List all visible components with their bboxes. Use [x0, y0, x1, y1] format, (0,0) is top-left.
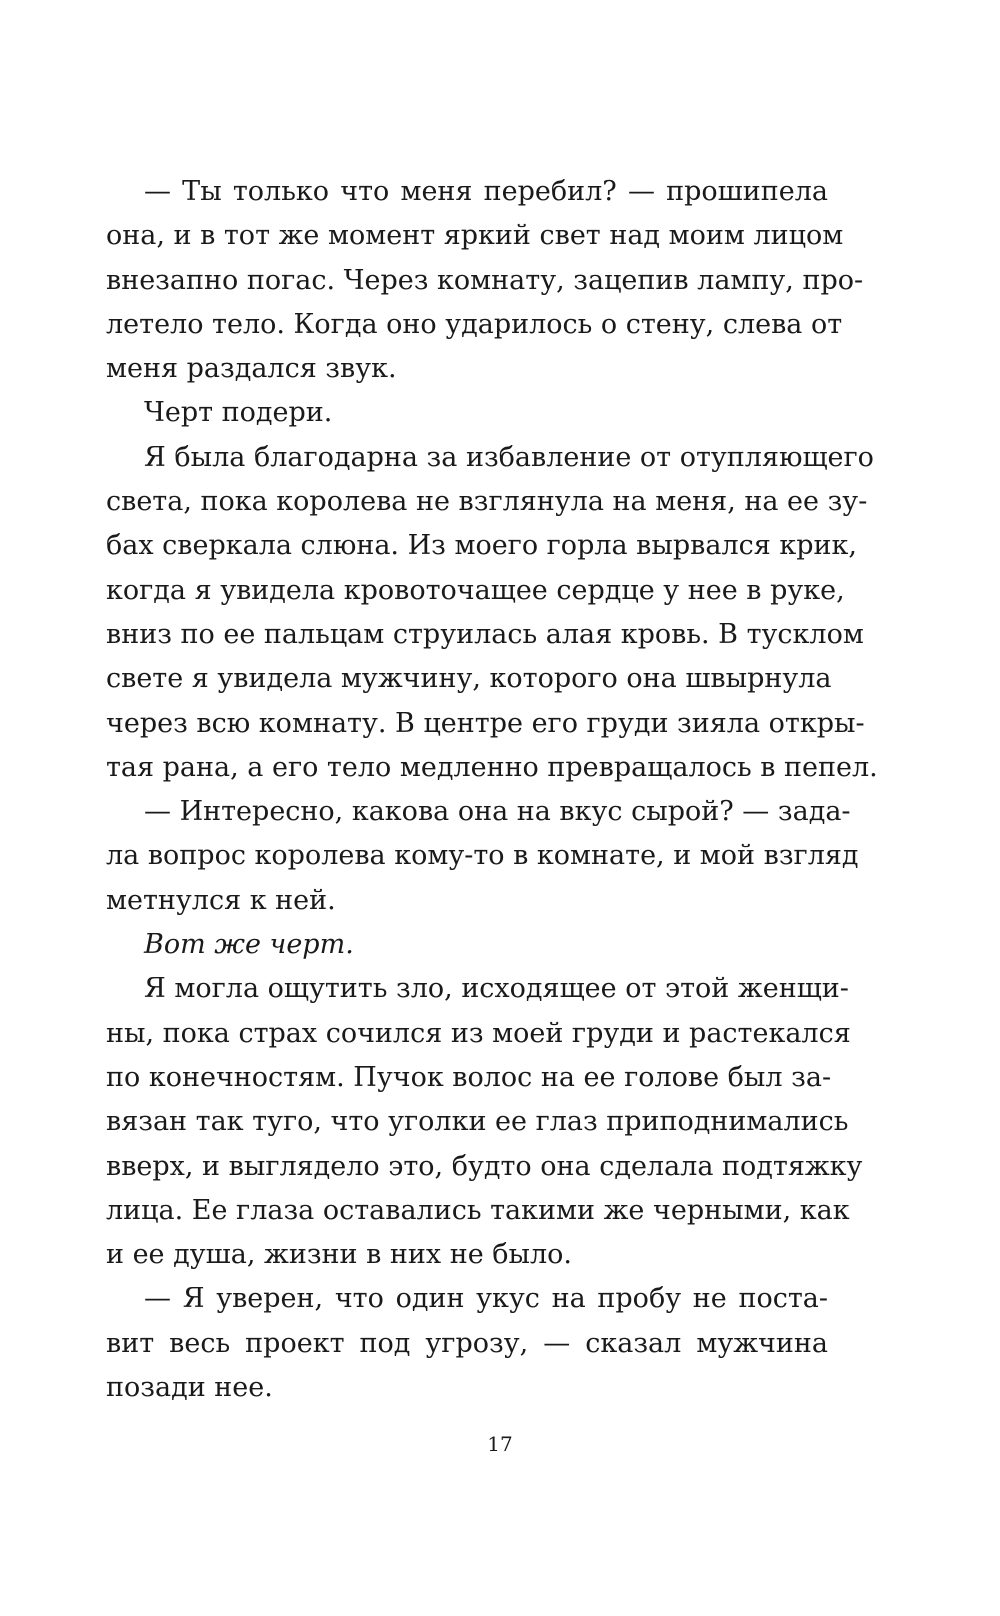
text-line: Я была благодарна за избавление от отупляющего	[144, 441, 874, 473]
text-line: вит весь проект под угрозу, — сказал мужчина	[106, 1327, 828, 1359]
body-text	[106, 170, 878, 1410]
paragraph	[106, 436, 878, 790]
text-line: ны, пока страх сочился из моей груди и растекался	[106, 1017, 851, 1049]
text-line: — Я уверен, что один укус на пробу не поста-	[144, 1283, 828, 1315]
text-line: — Ты только что меня перебил? — прошипела	[144, 176, 828, 207]
paragraph	[106, 170, 864, 391]
text-line: она, и в тот же момент яркий свет над моим лицом	[106, 220, 844, 252]
text-line: вниз по ее пальцам струилась алая кровь. В тусклом	[106, 618, 864, 650]
text-line: бах сверкала слюна. Из моего горла вырвался крик,	[106, 530, 857, 562]
text-line: Вот же черт.	[144, 929, 354, 961]
text-line: лица. Ее глаза оставались такими же черными, как	[106, 1194, 850, 1226]
text-line: через всю комнату. В центре его груди зияла откры-	[106, 707, 865, 739]
text-line: Я могла ощутить зло, исходящее от этой женщи-	[144, 973, 849, 1005]
text-line: по конечностям. Пучок волос на ее голове был за-	[106, 1061, 832, 1093]
text-line: метнулся к ней.	[106, 884, 336, 916]
text-line: меня раздался звук.	[106, 353, 397, 385]
text-line: света, пока королева не взглянула на меня, на ее зу-	[106, 486, 868, 518]
text-line: вверх, и выглядело это, будто она сделала подтяжку	[106, 1150, 863, 1182]
text-line: вязан так туго, что уголки ее глаз приподнимались	[106, 1106, 849, 1138]
text-line: Черт подери.	[144, 397, 333, 429]
text-line: и ее душа, жизни в них не было.	[106, 1239, 573, 1271]
paragraph	[106, 391, 828, 435]
paragraph	[106, 967, 863, 1277]
text-line: — Интересно, какова она на вкус сырой? — зада-	[144, 796, 851, 828]
page-number: 17	[487, 1432, 513, 1456]
text-line: свете я увидела мужчину, которого она швырнула	[106, 663, 832, 695]
text-line: летело тело. Когда оно ударилось о стену, слева от	[106, 308, 843, 340]
text-line: тая рана, а его тело медленно превращалось в пепел.	[106, 751, 878, 783]
text-line: позади нее.	[106, 1372, 273, 1404]
text-line: ла вопрос королева кому-то в комнате, и мой взгляд	[106, 840, 859, 872]
text-line: внезапно погас. Через комнату, зацепив лампу, про-	[106, 264, 864, 296]
paragraph	[106, 1277, 828, 1410]
paragraph	[106, 923, 828, 967]
text-line: когда я увидела кровоточащее сердце у нее в руке,	[106, 574, 845, 606]
paragraph	[106, 790, 859, 923]
